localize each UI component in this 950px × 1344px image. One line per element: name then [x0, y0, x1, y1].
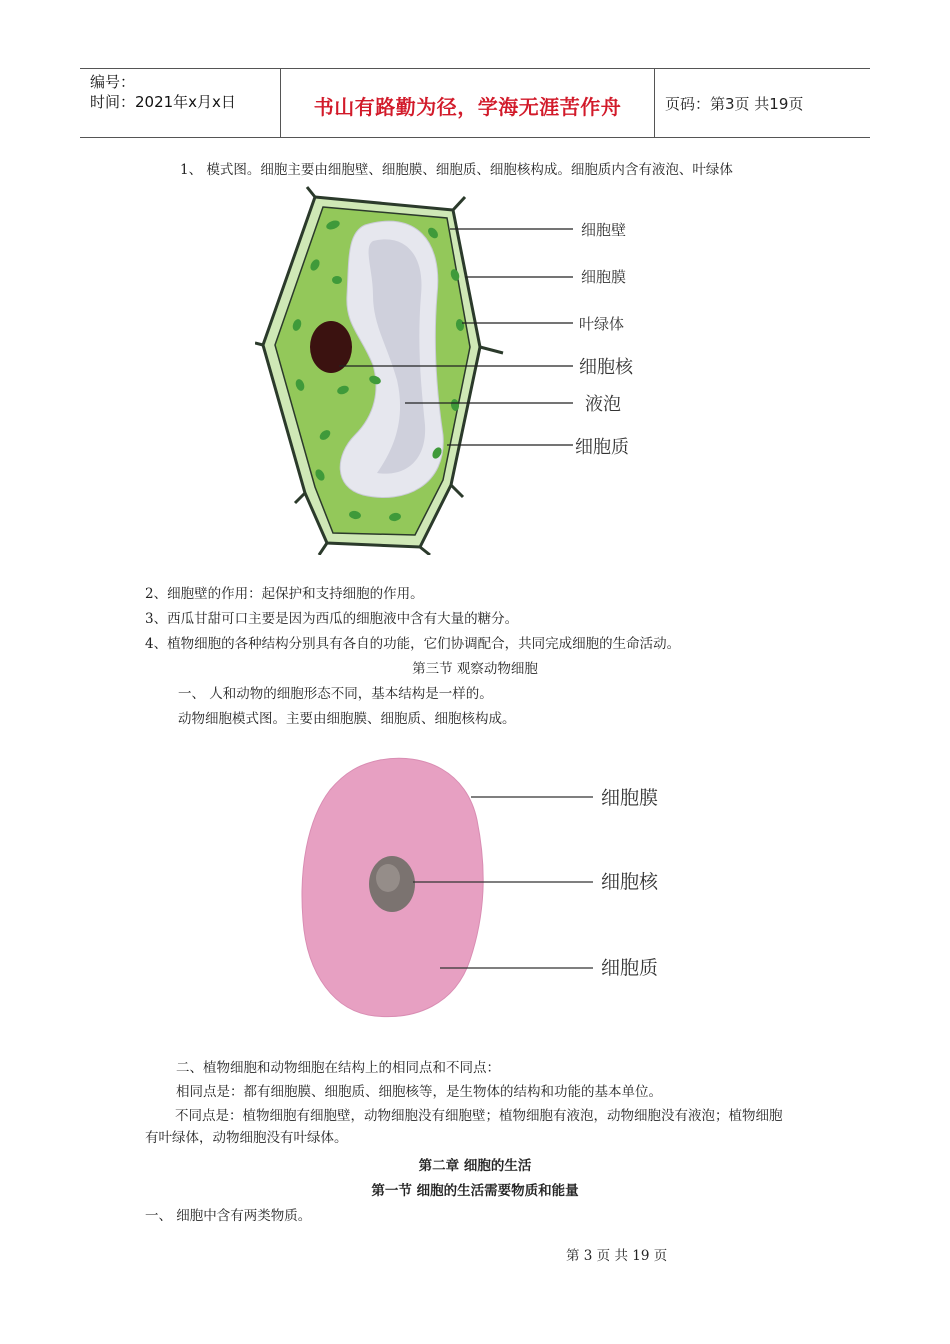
intro-line: 1、 模式图。细胞主要由细胞壁、细胞膜、细胞质、细胞核构成。细胞质内含有液泡、叶绿体: [180, 162, 733, 178]
point-3: 3、西瓜甘甜可口主要是因为西瓜的细胞液中含有大量的糖分。: [145, 611, 519, 627]
section3-title: 第三节 观察动物细胞: [412, 661, 538, 677]
plant-cell-diagram: [255, 185, 655, 555]
point-2: 2、细胞壁的作用：起保护和支持细胞的作用。: [145, 586, 424, 602]
motto: 书山有路勤为径，学海无涯苦作舟: [313, 95, 622, 119]
chapter-title: 第二章 细胞的生活: [418, 1158, 532, 1174]
label-cell-wall: 细胞壁: [581, 221, 627, 239]
header-motto-cell: [280, 69, 655, 137]
compare-heading: 二、植物细胞和动物细胞在结构上的相同点和不同点：: [176, 1060, 500, 1076]
difference-text: 不同点是：植物细胞有细胞壁，动物细胞没有细胞壁；植物细胞有液泡，动物细胞没有液泡；植物细胞有叶绿体，动物细胞没有叶绿体。: [145, 1108, 783, 1146]
point-4: 4、植物细胞的各种结构分别具有各自的功能，它们协调配合，共同完成细胞的生命活动。: [145, 636, 681, 652]
label-chloroplast: 叶绿体: [579, 315, 625, 333]
page-header: [80, 68, 870, 138]
date-line: 时间：2021年x月x日: [90, 93, 236, 111]
section1-title: 第一节 细胞的生活需要物质和能量: [371, 1183, 579, 1199]
animal-label-cytoplasm: 细胞质: [601, 957, 659, 979]
section3-model: 动物细胞模式图。主要由细胞膜、细胞质、细胞核构成。: [178, 711, 516, 727]
label-cytoplasm: 细胞质: [575, 437, 629, 458]
number-label: 编号：: [90, 73, 136, 91]
page-footer: 第 3 页 共 19 页: [566, 1248, 668, 1264]
animal-cell-diagram: [295, 750, 685, 1025]
label-nucleus: 细胞核: [579, 357, 633, 378]
similarity-text: 相同点是：都有细胞膜、细胞质、细胞核等，是生物体的结构和功能的基本单位。: [176, 1084, 662, 1100]
header-meta-cell: [80, 69, 280, 137]
label-cell-membrane: 细胞膜: [581, 268, 627, 286]
label-vacuole: 液泡: [585, 394, 621, 415]
header-page-cell: [655, 69, 870, 137]
animal-label-membrane: 细胞膜: [601, 787, 659, 809]
last-point: 一、 细胞中含有两类物质。: [145, 1208, 312, 1224]
section3-point1: 一、 人和动物的细胞形态不同，基本结构是一样的。: [178, 686, 493, 702]
page-label: 页码：第3页 共19页: [665, 95, 804, 113]
nucleus: [310, 321, 352, 373]
animal-label-nucleus: 细胞核: [601, 871, 659, 893]
